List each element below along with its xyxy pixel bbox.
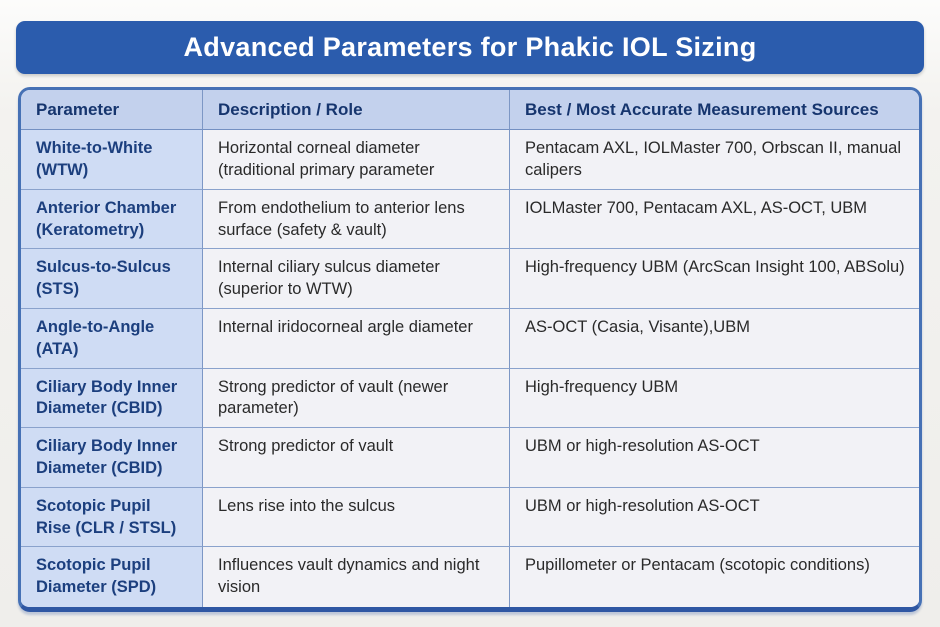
param-cell: White-to-White (WTW) bbox=[21, 130, 203, 190]
parameters-table bbox=[18, 87, 922, 612]
sources-cell: UBM or high-resolution AS-OCT bbox=[510, 488, 919, 548]
param-cell: Ciliary Body Inner Diameter (CBID) bbox=[21, 428, 203, 488]
description-cell: Internal iridocorneal argle diameter bbox=[203, 309, 510, 369]
sources-cell: IOLMaster 700, Pentacam AXL, AS-OCT, UBM bbox=[510, 190, 919, 250]
sources-cell: Pentacam AXL, IOLMaster 700, Orbscan II, manual calipers bbox=[510, 130, 919, 190]
col-header-sources: Best / Most Accurate Measurement Sources bbox=[510, 90, 919, 130]
param-cell: Angle-to-Angle (ATA) bbox=[21, 309, 203, 369]
sources-cell: Pupillometer or Pentacam (scotopic conditions) bbox=[510, 547, 919, 607]
col-header-description: Description / Role bbox=[203, 90, 510, 130]
sources-cell: High-frequency UBM bbox=[510, 369, 919, 429]
col-header-parameter: Parameter bbox=[21, 90, 203, 130]
param-cell: Anterior Chamber (Keratometry) bbox=[21, 190, 203, 250]
description-cell: Horizontal corneal diameter (traditional primary parameter bbox=[203, 130, 510, 190]
description-cell: Influences vault dynamics and night vision bbox=[203, 547, 510, 607]
description-cell: Strong predictor of vault (newer parameter) bbox=[203, 369, 510, 429]
sources-cell: UBM or high-resolution AS-OCT bbox=[510, 428, 919, 488]
sources-cell: High-frequency UBM (ArcScan Insight 100, ABSolu) bbox=[510, 249, 919, 309]
param-cell: Sulcus-to-Sulcus (STS) bbox=[21, 249, 203, 309]
description-cell: Strong predictor of vault bbox=[203, 428, 510, 488]
param-cell: Ciliary Body Inner Diameter (CBID) bbox=[21, 369, 203, 429]
sources-cell: AS-OCT (Casia, Visante),UBM bbox=[510, 309, 919, 369]
description-cell: Lens rise into the sulcus bbox=[203, 488, 510, 548]
description-cell: From endothelium to anterior lens surface (safety & vault) bbox=[203, 190, 510, 250]
param-cell: Scotopic Pupil Rise (CLR / STSL) bbox=[21, 488, 203, 548]
param-cell: Scotopic Pupil Diameter (SPD) bbox=[21, 547, 203, 607]
title-banner bbox=[16, 21, 924, 74]
description-cell: Internal ciliary sulcus diameter (superior to WTW) bbox=[203, 249, 510, 309]
page-title: Advanced Parameters for Phakic IOL Sizing bbox=[183, 32, 757, 62]
